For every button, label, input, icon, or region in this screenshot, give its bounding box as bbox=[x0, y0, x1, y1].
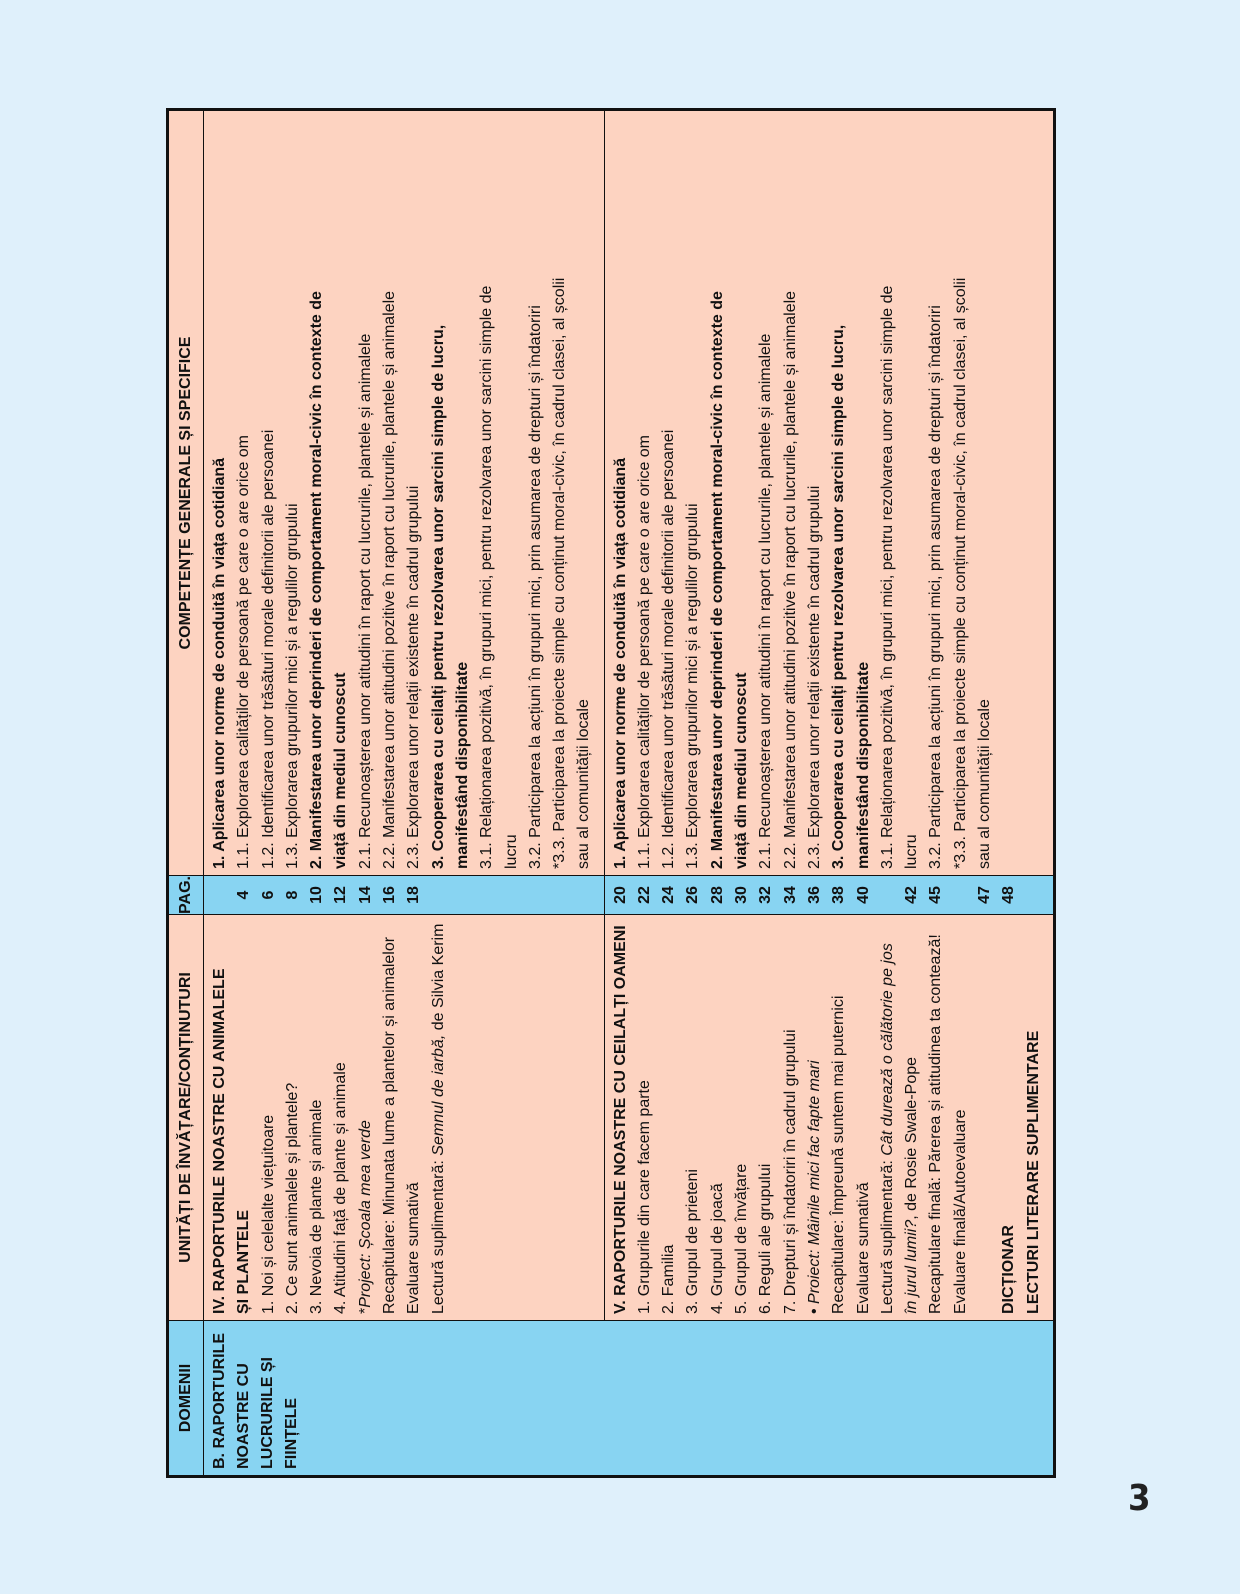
section-title: IV. RAPORTURILE NOASTRE CU ANIMALELE bbox=[211, 968, 228, 1314]
domain-label: B. RAPORTURILE NOASTRE CU LUCRURILE ȘI FIINȚELE bbox=[211, 1333, 300, 1469]
competence-specific: *3.3. Participarea la proiecte simple cu conținut moral-civic, în cadrul clasei, al școlii bbox=[551, 277, 569, 869]
lesson-item: Evaluare finală/Autoevaluare bbox=[951, 1109, 969, 1314]
page-ref bbox=[876, 882, 900, 908]
pages-section-4 bbox=[204, 876, 605, 915]
competence-general: 1. Aplicarea unor norme de conduită în viața cotidiană bbox=[211, 457, 228, 869]
lesson-item: 1. Grupurile din care facem parte bbox=[635, 1080, 653, 1314]
reading-author: , de Rosie Swale-Pope bbox=[903, 1056, 921, 1220]
dictionary-item: DICȚIONAR bbox=[1000, 1225, 1018, 1314]
page-ref: 30 bbox=[733, 886, 751, 904]
competence-general-cont: viață din mediul cunoscut bbox=[332, 672, 350, 869]
reading-item bbox=[427, 921, 451, 1314]
pages-section-5 bbox=[604, 876, 1053, 915]
lesson-item: 4. Grupul de joacă bbox=[708, 1183, 726, 1314]
reading-title: Semnul de iarbă, bbox=[429, 1034, 447, 1156]
curriculum-grid bbox=[168, 110, 1054, 1476]
header-pag: PAG. bbox=[169, 876, 204, 915]
competence-specific: 1.2. Identificarea unor trăsături morale definitorii ale persoanei bbox=[259, 429, 277, 869]
reading-prefix: Lectură suplimentară: bbox=[878, 1155, 896, 1314]
lesson-item: 5. Grupul de învățare bbox=[733, 1163, 751, 1314]
page-ref: 12 bbox=[332, 886, 350, 904]
project-item bbox=[803, 921, 827, 1314]
lesson-item: 1. Noi și celelalte viețuitoare bbox=[259, 1114, 277, 1314]
page-ref: 26 bbox=[684, 886, 702, 904]
page-ref: 38 bbox=[830, 886, 848, 904]
page-ref: 16 bbox=[381, 886, 399, 904]
page-ref: 48 bbox=[1000, 886, 1018, 904]
reading-title-cont: în jurul lumii? bbox=[903, 1219, 921, 1314]
competence-specific: 3.1. Relaționarea pozitivă, în grupuri mici, pentru rezolvarea unor sarcini simple de bbox=[478, 285, 496, 869]
competence-general: 3. Cooperarea cu ceilalți pentru rezolvarea unor sarcini simple de lucru, bbox=[830, 324, 848, 869]
page-ref: 32 bbox=[757, 886, 775, 904]
section-title: V. RAPORTURILE NOASTRE CU CEILALȚI OAMENI bbox=[611, 925, 629, 1314]
header-units: UNITĂȚI DE ÎNVĂȚARE/CONȚINUTURI bbox=[169, 915, 204, 1321]
project-item bbox=[354, 921, 378, 1314]
page-ref: 6 bbox=[259, 890, 277, 900]
competence-specific: 2.1. Recunoașterea unor atitudini în raport cu lucrurile, plantele și animalele bbox=[356, 333, 374, 869]
page-ref: 42 bbox=[903, 886, 921, 904]
lesson-item: 2. Ce sunt animalele și plantele? bbox=[283, 1082, 301, 1314]
competence-general: 3. Cooperarea cu ceilalți pentru rezolvarea unor sarcini simple de lucru, bbox=[429, 324, 447, 869]
competence-specific: 1.2. Identificarea unor trăsături morale definitorii ale persoanei bbox=[660, 429, 678, 869]
row-section-5 bbox=[604, 111, 1053, 1476]
reading-item bbox=[876, 921, 900, 1314]
page-ref: 14 bbox=[356, 886, 374, 904]
page-ref: 18 bbox=[405, 886, 423, 904]
page-ref: 40 bbox=[854, 886, 872, 904]
competence-specific: 1.1. Explorarea calităților de persoană pe care o are orice om bbox=[635, 434, 653, 869]
page-ref: 8 bbox=[283, 890, 301, 900]
competence-specific-cont: lucru bbox=[903, 834, 921, 869]
units-section-5 bbox=[604, 915, 1053, 1321]
competence-specific: 2.1. Recunoașterea unor atitudini în raport cu lucrurile, plantele și animalele bbox=[757, 333, 775, 869]
extra-readings-item: LECTURI LITERARE SUPLIMENTARE bbox=[1024, 1030, 1042, 1314]
reading-item-cont bbox=[900, 921, 924, 1314]
section-title-cont: ȘI PLANTELE bbox=[235, 1209, 253, 1314]
page-ref: 4 bbox=[235, 890, 253, 900]
curriculum-table bbox=[166, 108, 1056, 1478]
competence-specific-cont: sau al comunității locale bbox=[575, 699, 593, 869]
lesson-item: 2. Familia bbox=[660, 1244, 678, 1314]
competence-specific-cont: sau al comunității locale bbox=[975, 699, 993, 869]
page-ref: 24 bbox=[660, 886, 678, 904]
competence-specific: 3.2. Participarea la acțiuni în grupuri mici, prin asumarea de drepturi și îndatoriri bbox=[927, 305, 945, 869]
units-section-4 bbox=[204, 915, 605, 1321]
page-ref: 22 bbox=[635, 886, 653, 904]
lesson-item: 3. Grupul de prieteni bbox=[684, 1169, 702, 1314]
page-ref: 47 bbox=[975, 886, 993, 904]
reading-prefix: Lectură suplimentară: bbox=[429, 1155, 447, 1314]
domain-cell bbox=[204, 1321, 1054, 1476]
lesson-item: 4. Atitudini față de plante și animale bbox=[332, 1062, 350, 1314]
competence-general: 2. Manifestarea unor deprinderi de comportament moral-civic în contexte de bbox=[308, 291, 326, 869]
page-ref: 45 bbox=[927, 886, 945, 904]
project-marker: * bbox=[356, 1307, 374, 1314]
competence-specific: 1.3. Explorarea grupurilor mici și a regulilor grupului bbox=[283, 503, 301, 869]
row-section-4 bbox=[204, 111, 605, 1476]
page-ref bbox=[208, 882, 232, 908]
competence-general: 1. Aplicarea unor norme de conduită în viața cotidiană bbox=[611, 457, 629, 869]
project-title: Proiect: Mâinile mici fac fapte mari bbox=[805, 1060, 823, 1304]
lesson-item: 3. Nevoia de plante și animale bbox=[308, 1099, 326, 1314]
competence-specific: 2.2. Manifestarea unor atitudini pozitive în raport cu lucrurile, plantele și animalele bbox=[781, 290, 799, 869]
competence-specific: 2.2. Manifestarea unor atitudini pozitive în raport cu lucrurile, plantele și animalele bbox=[381, 290, 399, 869]
header-row bbox=[169, 111, 204, 1476]
competence-general-cont: manifestând disponibilitate bbox=[453, 661, 471, 869]
page-number: 3 bbox=[1128, 1478, 1151, 1519]
page-ref: 10 bbox=[308, 886, 326, 904]
page-ref: 36 bbox=[805, 886, 823, 904]
competence-general: 2. Manifestarea unor deprinderi de comportament moral-civic în contexte de bbox=[708, 291, 726, 869]
competences-section-4 bbox=[204, 111, 605, 876]
spacer-line bbox=[973, 921, 997, 1314]
competence-specific-cont: lucru bbox=[502, 834, 520, 869]
lesson-item: Recapitulare: Minunata lume a plantelor și animalelor bbox=[381, 936, 399, 1314]
page-ref: 34 bbox=[781, 886, 799, 904]
competence-specific: 1.3. Explorarea grupurilor mici și a regulilor grupului bbox=[684, 503, 702, 869]
project-title: Project: Școala mea verde bbox=[356, 1120, 374, 1308]
page-ref: 28 bbox=[708, 886, 726, 904]
lesson-item: 7. Drepturi și îndatoriri în cadrul grupului bbox=[781, 1029, 799, 1314]
lesson-item: Recapitulare: Împreună suntem mai puternici bbox=[830, 995, 848, 1314]
competence-specific: 1.1. Explorarea calităților de persoană pe care o are orice om bbox=[235, 434, 253, 869]
competence-specific: 2.3. Explorarea unor relații existente în cadrul grupului bbox=[805, 485, 823, 869]
competences-section-5 bbox=[604, 111, 1053, 876]
header-domain: DOMENII bbox=[169, 1321, 204, 1476]
competence-specific: 3.1. Relaționarea pozitivă, în grupuri mici, pentru rezolvarea unor sarcini simple de bbox=[878, 285, 896, 869]
competence-specific: *3.3. Participarea la proiecte simple cu conținut moral-civic, în cadrul clasei, al școlii bbox=[951, 277, 969, 869]
competence-specific: 3.2. Participarea la acțiuni în grupuri mici, prin asumarea de drepturi și îndatoriri bbox=[526, 305, 544, 869]
competence-specific: 2.3. Explorarea unor relații existente în cadrul grupului bbox=[405, 485, 423, 869]
page-ref: 20 bbox=[611, 886, 629, 904]
competence-general-cont: manifestând disponibilitate bbox=[854, 661, 872, 869]
project-marker: • bbox=[805, 1303, 823, 1314]
reading-title: Cât durează o călătorie pe jos bbox=[878, 943, 896, 1156]
competence-general-cont: viață din mediul cunoscut bbox=[733, 672, 751, 869]
lesson-item: Evaluare sumativă bbox=[405, 1182, 423, 1314]
reading-author: de Silvia Kerim bbox=[429, 923, 447, 1035]
lesson-item: Recapitulare finală: Părerea și atitudinea ta contează! bbox=[927, 934, 945, 1314]
header-competences: COMPETENȚE GENERALE ȘI SPECIFICE bbox=[169, 111, 204, 876]
lesson-item: Evaluare sumativă bbox=[854, 1182, 872, 1314]
page-ref bbox=[949, 882, 973, 908]
lesson-item: 6. Reguli ale grupului bbox=[757, 1163, 775, 1314]
